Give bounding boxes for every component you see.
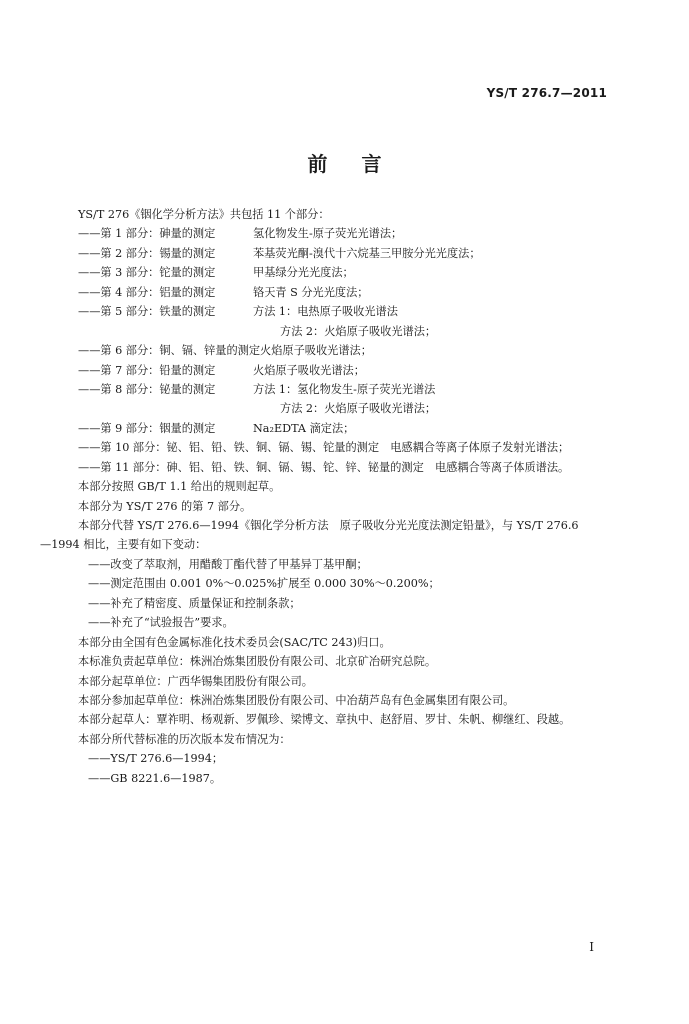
part-method: 铬天青 S 分光光度法； <box>253 285 369 299</box>
change-list-item <box>40 574 660 593</box>
part-list-item <box>40 419 660 438</box>
part-method: 方法 1：电热原子吸收光谱法 <box>253 305 398 319</box>
paragraph-line <box>40 477 660 496</box>
part-method: 方法 1：氢化物发生-原子荧光光谱法 <box>253 382 436 396</box>
part-label: ——第 5 部分：铁量的测定 <box>78 305 216 319</box>
part-label: ——第 1 部分：砷量的测定 <box>78 227 216 241</box>
part-list-item <box>40 361 660 380</box>
paragraph-line <box>40 205 660 224</box>
part-list-item <box>40 380 660 399</box>
change-list-item <box>40 555 660 574</box>
page-title: 前言 <box>307 152 416 176</box>
standard-code: YS/T 276.7—2011 <box>486 86 607 100</box>
line-text: ——第 10 部分：铋、铝、铅、铁、铜、镉、锡、铊量的测定 电感耦合等离子体原子发射光谱法； <box>78 441 570 455</box>
foreword-body <box>40 205 660 788</box>
change-list-item <box>40 594 660 613</box>
part-label: ——第 7 部分：铅量的测定 <box>78 363 216 377</box>
change-list-item <box>40 769 660 788</box>
line-text: 本部分按照 GB/T 1.1 给出的规则起草。 <box>78 480 281 494</box>
method-continuation <box>40 399 660 418</box>
part-list-item <box>40 458 660 477</box>
part-list-item <box>40 341 660 360</box>
part-label: ——第 3 部分：铊量的测定 <box>78 266 216 280</box>
paragraph-line <box>40 730 660 749</box>
part-method: 甲基绿分光光度法； <box>253 266 354 280</box>
part-label: ——第 2 部分：锡量的测定 <box>78 246 216 260</box>
paragraph-line <box>40 672 660 691</box>
paragraph-line <box>40 633 660 652</box>
paragraph-line <box>40 516 660 535</box>
paragraph-line <box>40 652 660 671</box>
line-text: 本部分所代替标准的历次版本发布情况为： <box>78 732 291 746</box>
change-list-item <box>40 749 660 768</box>
line-text: YS/T 276《铟化学分析方法》共包括 11 个部分： <box>78 208 330 221</box>
part-label: ——第 8 部分：铋量的测定 <box>78 382 216 396</box>
line-text: ——补充了精密度、质量保证和控制条款； <box>88 596 301 610</box>
line-text: 本部分起草人：覃祚明、杨观新、罗佩珍、梁博文、章执中、赵舒眉、罗甘、朱帆、柳继红、段越。 <box>78 713 571 727</box>
line-text: 方法 2：火焰原子吸收光谱法； <box>280 402 437 416</box>
line-text: 本部分由全国有色金属标准化技术委员会(SAC/TC 243)归口。 <box>78 635 391 649</box>
part-label: ——第 4 部分：铝量的测定 <box>78 285 216 299</box>
line-text: ——补充了“试验报告”要求。 <box>88 616 234 630</box>
line-text: 本部分为 YS/T 276 的第 7 部分。 <box>78 499 252 513</box>
line-text: ——改变了萃取剂，用醋酸丁酯代替了甲基异丁基甲酮； <box>88 557 368 571</box>
part-list-item <box>40 438 660 457</box>
line-text: ——GB 8221.6—1987。 <box>88 771 222 785</box>
part-list-item <box>40 263 660 282</box>
part-list-item <box>40 283 660 302</box>
line-text: ——测定范围由 0.001 0%～0.025%扩展至 0.000 30%～0.200%； <box>88 577 440 591</box>
line-text: —1994 相比，主要有如下变动： <box>40 538 207 552</box>
paragraph-line <box>40 691 660 710</box>
part-list-item <box>40 224 660 243</box>
page-number: I <box>589 940 594 954</box>
part-label: ——第 6 部分：铜、镉、锌量的测定 <box>78 344 261 358</box>
part-list-item <box>40 244 660 263</box>
line-text: ——第 11 部分：砷、铝、铅、铁、铜、镉、锡、铊、锌、铋量的测定 电感耦合等离子体质谱法。 <box>78 460 570 474</box>
part-method: 苯基荧光酮-溴代十六烷基三甲胺分光光度法； <box>253 246 481 260</box>
part-method: 火焰原子吸收光谱法； <box>260 344 372 358</box>
part-list-item <box>40 302 660 321</box>
paragraph-line <box>40 710 660 729</box>
line-text: ——YS/T 276.6—1994； <box>88 752 224 766</box>
paragraph-continuation <box>40 535 660 554</box>
line-text: 本部分参加起草单位：株洲冶炼集团股份有限公司、中冶葫芦岛有色金属集团有限公司。 <box>78 693 515 707</box>
part-label: ——第 9 部分：铟量的测定 <box>78 421 216 435</box>
line-text: 本部分代替 YS/T 276.6—1994《铟化学分析方法 原子吸收分光光度法测定铅量》，与 YS/T 276.6 <box>78 519 579 532</box>
part-method: 火焰原子吸收光谱法； <box>253 363 365 377</box>
part-method: 氢化物发生-原子荧光光谱法； <box>253 227 403 241</box>
line-text: 本部分起草单位：广西华锡集团股份有限公司。 <box>78 674 313 688</box>
part-method: Na₂EDTA 滴定法； <box>253 421 355 435</box>
change-list-item <box>40 613 660 632</box>
line-text: 方法 2：火焰原子吸收光谱法； <box>280 324 437 338</box>
method-continuation <box>40 322 660 341</box>
paragraph-line <box>40 497 660 516</box>
line-text: 本标准负责起草单位：株洲冶炼集团股份有限公司、北京矿冶研究总院。 <box>78 655 437 669</box>
